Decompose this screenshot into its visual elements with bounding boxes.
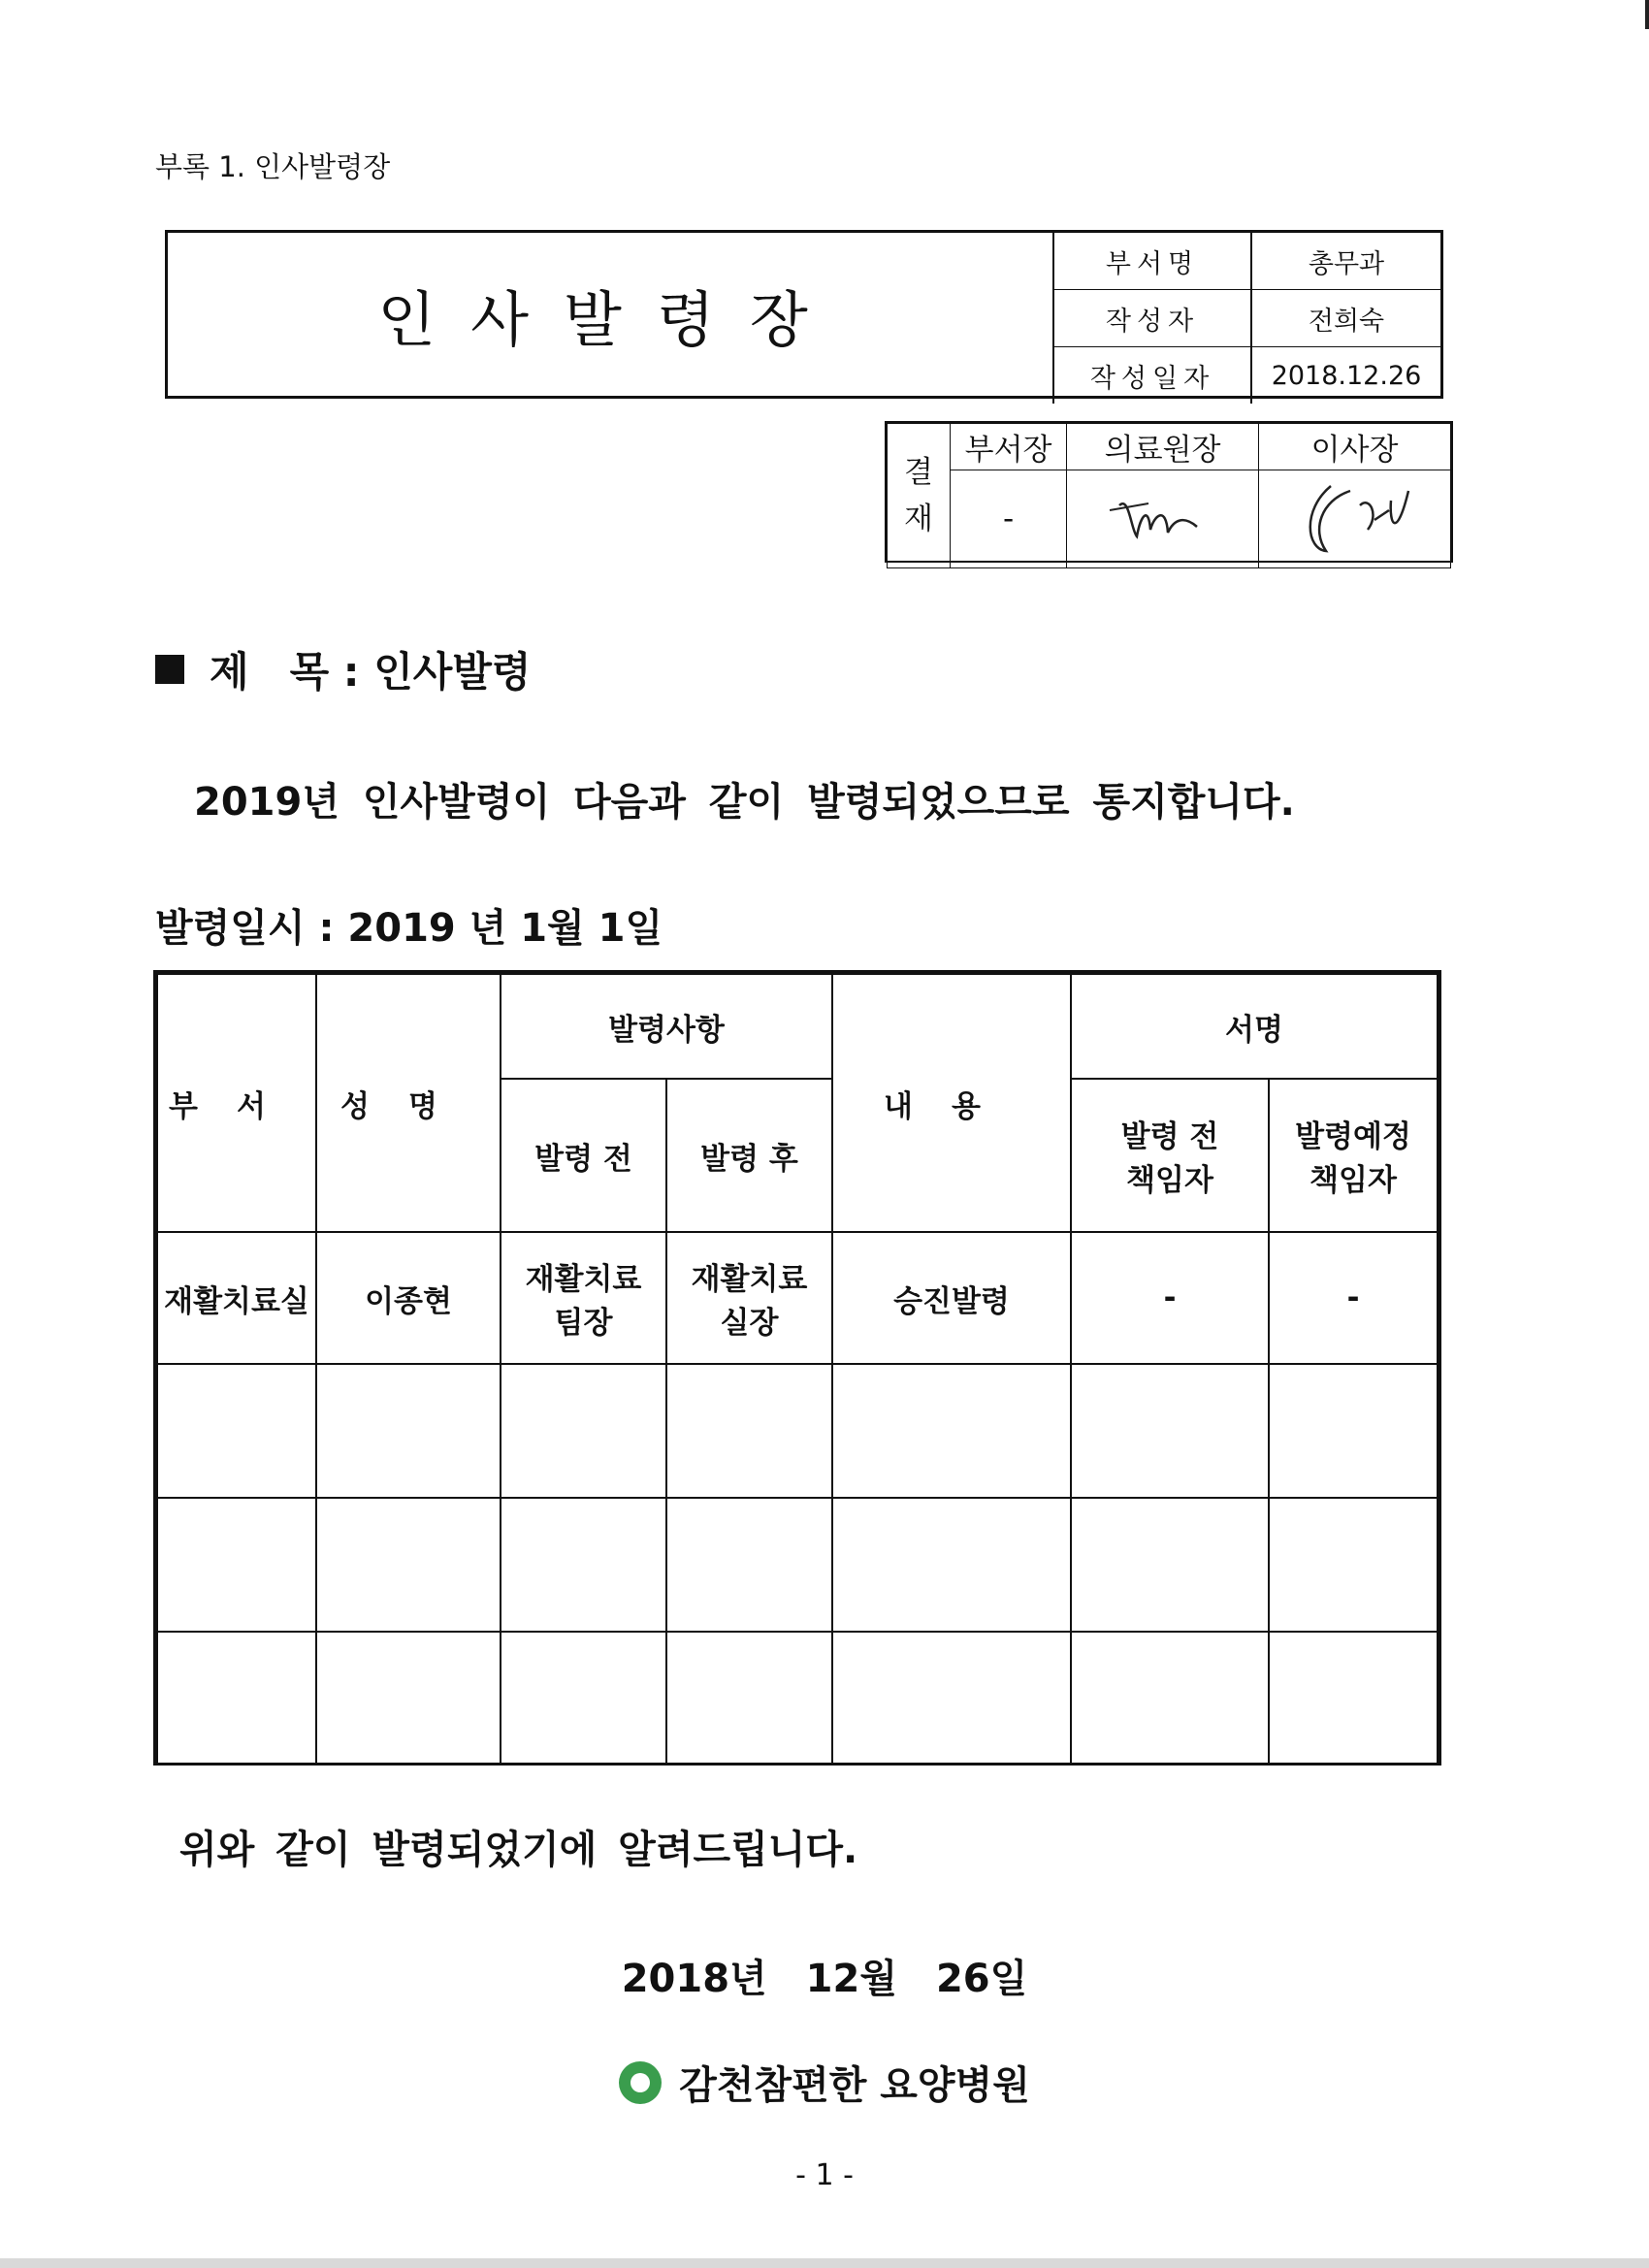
header-dept: 부서	[157, 974, 316, 1232]
header-sign-group: 서명	[1071, 974, 1438, 1079]
header-name: 성명	[316, 974, 501, 1232]
table-row	[157, 1232, 1438, 1364]
hospital-signature-line	[0, 2055, 1649, 2110]
approval-header-chairman: 이사장	[1259, 424, 1451, 470]
scan-bottom-edge	[0, 2258, 1649, 2268]
meta-value-date: 2018.12.26	[1251, 347, 1440, 405]
meta-value-dept: 총무과	[1251, 233, 1440, 290]
approval-side-label-2: 재	[904, 502, 933, 536]
meta-label-author: 작성자	[1053, 290, 1251, 347]
header-order-group: 발령사항	[501, 974, 832, 1079]
meta-value-author: 전희숙	[1251, 290, 1440, 347]
row-before: 재활치료 팀장	[501, 1232, 666, 1364]
approval-header-dept-head: 부서장	[951, 424, 1067, 470]
approval-director-signature	[1067, 470, 1259, 568]
header-before: 발령 전	[501, 1079, 666, 1232]
effective-date: 발령일시 : 2019 년 1월 1일	[155, 906, 663, 951]
subject-separator: :	[329, 648, 374, 696]
bullet-square-icon	[155, 655, 184, 684]
scan-edge-mark	[1645, 0, 1649, 29]
approval-chairman-signature	[1259, 470, 1451, 568]
header-sign-after: 발령예정 책임자	[1269, 1079, 1438, 1232]
page-number: - 1 -	[795, 2158, 854, 2192]
row-sign-before: -	[1071, 1232, 1269, 1364]
hospital-name: 감천참편한 요양병원	[679, 2063, 1030, 2108]
approval-side-label-1: 결	[904, 455, 933, 490]
issue-date: 2018년 12월 26일	[621, 1957, 1028, 2001]
personnel-order-table	[153, 970, 1441, 1766]
hospital-logo-icon	[619, 2061, 662, 2104]
row-after: 재활치료 실장	[666, 1232, 832, 1364]
appendix-label: 부록 1. 인사발령장	[155, 150, 391, 183]
approval-dept-head-value: -	[951, 470, 1067, 568]
signature-chairman	[1282, 471, 1428, 559]
intro-text: 2019년 인사발령이 다음과 같이 발령되었으므로 통지합니다.	[194, 780, 1295, 825]
row-dept: 재활치료실	[157, 1232, 316, 1364]
table-row-empty	[157, 1498, 1438, 1632]
subject-value: 인사발령	[373, 648, 532, 696]
approval-header-director: 의료원장	[1067, 424, 1259, 470]
document-meta-table	[1052, 233, 1440, 404]
approval-side-label	[888, 424, 951, 568]
row-content: 승진발령	[832, 1232, 1071, 1364]
table-row-empty	[157, 1364, 1438, 1498]
row-name: 이종현	[316, 1232, 501, 1364]
row-sign-after: -	[1269, 1232, 1438, 1364]
table-row-empty	[157, 1632, 1438, 1764]
meta-label-dept: 부서명	[1053, 233, 1251, 290]
header-sign-before: 발령 전 책임자	[1071, 1079, 1269, 1232]
meta-label-date: 작성일자	[1053, 347, 1251, 405]
subject-line	[155, 640, 532, 698]
signature-director	[1090, 476, 1236, 554]
header-after: 발령 후	[666, 1079, 832, 1232]
header-content: 내용	[832, 974, 1071, 1232]
subject-label: 제 목	[210, 648, 330, 696]
approval-box	[885, 421, 1453, 563]
closing-text: 위와 같이 발령되었기에 알려드립니다.	[179, 1828, 858, 1872]
title-box	[165, 230, 1443, 399]
document-title: 인사발령장	[377, 283, 843, 355]
